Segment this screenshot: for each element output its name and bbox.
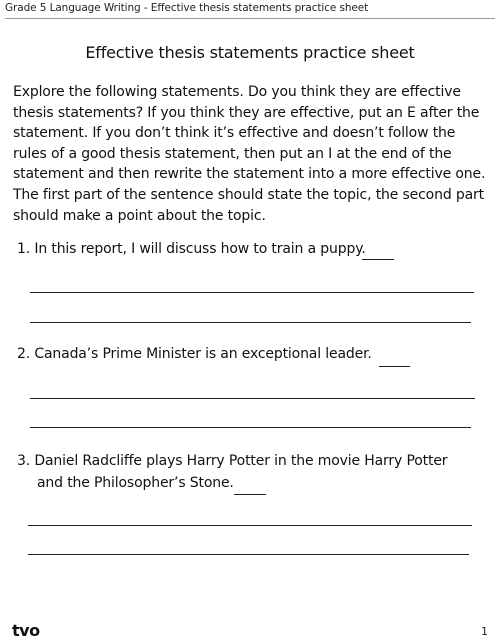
question-3-line-2: and the Philosopher’s Stone. bbox=[37, 474, 234, 491]
tvo-logo: tvo bbox=[12, 621, 40, 640]
page-number: 1 bbox=[481, 625, 488, 638]
rewrite-line-2a[interactable] bbox=[30, 398, 475, 399]
answer-blank-3[interactable] bbox=[234, 494, 266, 495]
rewrite-line-1a[interactable] bbox=[30, 292, 474, 293]
rewrite-line-1b[interactable] bbox=[30, 322, 471, 323]
page-title: Effective thesis statements practice sheet bbox=[85, 43, 415, 62]
rewrite-line-3a[interactable] bbox=[28, 525, 472, 526]
page-header: Grade 5 Language Writing - Effective thesis statements practice sheet bbox=[5, 1, 495, 19]
answer-blank-2[interactable] bbox=[379, 366, 410, 367]
question-3 bbox=[17, 451, 447, 494]
rewrite-line-2b[interactable] bbox=[30, 427, 471, 428]
instructions-paragraph: Explore the following statements. Do you think they are effective thesis statements? If you think they are effective, put an E after the statement. If you don’t think it’s effective and doesn’t follow the rules of a good thesis statement, then put an I at the end of the statement and then rewrite the statement into a more effective one. The first part of the sentence should state the topic, the second part should make a point about the topic. bbox=[13, 84, 486, 224]
question-1: 1. In this report, I will discuss how to train a puppy. bbox=[17, 241, 366, 257]
question-2: 2. Canada’s Prime Minister is an exceptional leader. bbox=[17, 346, 372, 362]
rewrite-line-3b[interactable] bbox=[28, 554, 469, 555]
answer-blank-1[interactable] bbox=[362, 259, 394, 260]
question-3-line-1: 3. Daniel Radcliffe plays Harry Potter in the movie Harry Potter bbox=[17, 453, 448, 469]
